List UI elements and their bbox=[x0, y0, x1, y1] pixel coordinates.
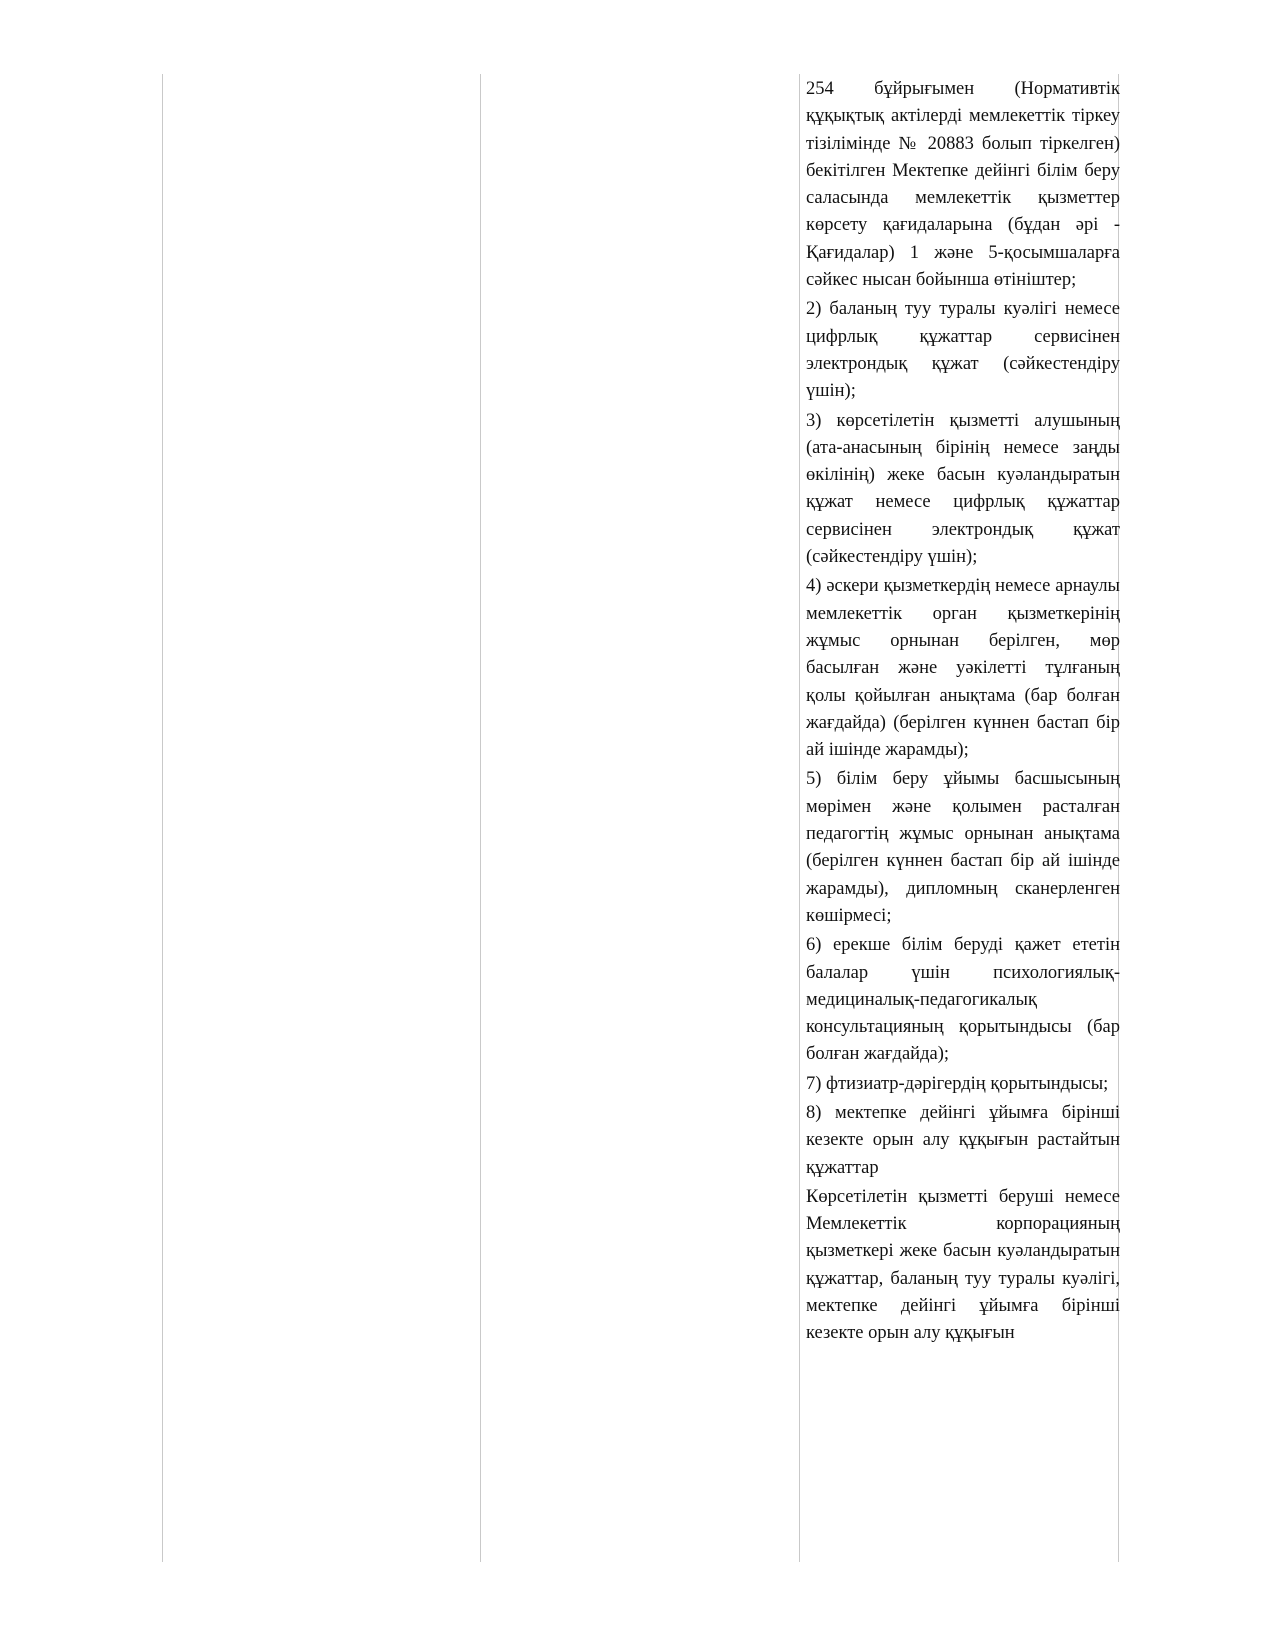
paragraph-item-4: 4) әскери қызметкердің немесе арнаулы мемлекеттік орган қызметкерінің жұмыс орнынан берілген, мөр басылған және уәкілетті тұлғаның қолы қойылған анықтама (бар болған жағдайда) (берілген күннен бастап бір ай ішінде жарамды); bbox=[806, 576, 1120, 761]
table-border-left bbox=[162, 74, 163, 1562]
paragraph-provider: Көрсетілетін қызметті беруші немесе Мемлекеттік корпорацияның қызметкері жеке басын куәландыратын құжаттар, баланың туу туралы куәлігі, мектепке дейінгі ұйымға бірінші кезекте орын алу құқығын bbox=[806, 1186, 1120, 1344]
paragraph-item-7: 7) фтизиатр-дәрігердің қорытындысы; bbox=[806, 1073, 1109, 1094]
table-border-col1 bbox=[480, 74, 481, 1562]
paragraph-item-5: 5) білім беру ұйымы басшысының мөрімен және қолымен расталған педагогтің жұмыс орнынан анықтама (берілген күннен бастап бір ай ішінде жарамды), дипломның сканерленген көшірмесі; bbox=[806, 769, 1120, 926]
paragraph-item-6: 6) ерекше білім беруді қажет ететін балалар үшін психологиялық-медициналық-педагогикалық консультацияның қорытындысы (бар болған жағдайда); bbox=[806, 935, 1120, 1065]
table-cell-text bbox=[806, 76, 1120, 1350]
paragraph-item-3: 3) көрсетілетін қызметті алушының (ата-анасының бірінің немесе заңды өкілінің) жеке басын куәландыратын құжат немесе цифрлық құжаттар сервисінен электрондық құжат (сәйкестендіру үшін); bbox=[806, 410, 1120, 568]
paragraph-applications: 254 бұйрығымен (Нормативтік құқықтық актілерді мемлекеттік тіркеу тізілімінде № 20883 болып тіркелген) бекітілген Мектепке дейінгі білім беру саласында мемлекеттік қызметтер көрсету қағидаларына (бұдан әрі - Қағидалар) 1 және 5-қосымшаларға сәйкес нысан бойынша өтініштер; bbox=[806, 79, 1120, 291]
paragraph-item-8: 8) мектепке дейінгі ұйымға бірінші кезекте орын алу құқығын растайтын құжаттар bbox=[806, 1102, 1120, 1178]
paragraph-item-2: 2) баланың туу туралы куәлігі немесе цифрлық құжаттар сервисінен электрондық құжат (сәйкестендіру үшін); bbox=[806, 299, 1120, 402]
table-border-col2 bbox=[799, 74, 800, 1562]
